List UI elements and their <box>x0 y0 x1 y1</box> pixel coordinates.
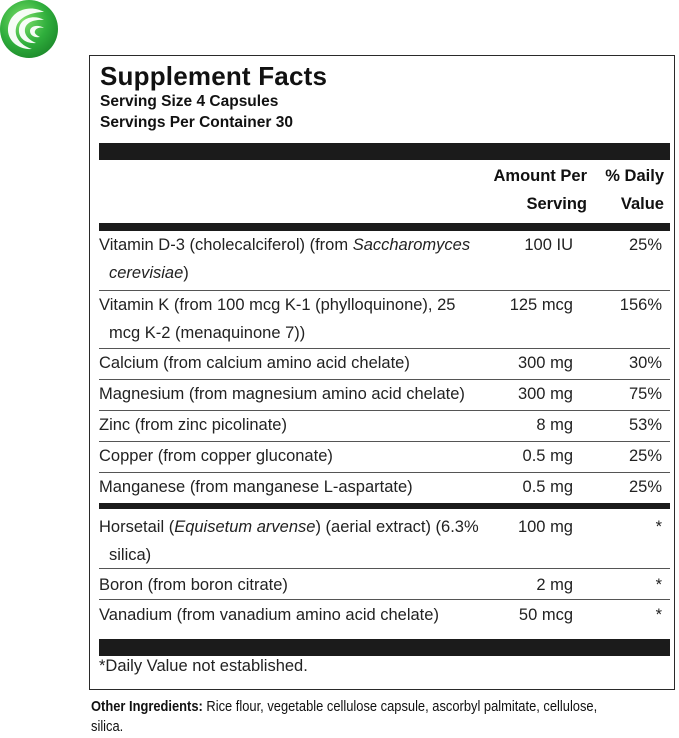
nutrient-amount: 0.5 mg <box>522 478 573 496</box>
other-ingredients <box>91 697 671 737</box>
table-row <box>99 600 670 631</box>
table-row <box>99 569 670 600</box>
nutrient-name-line2: silica) <box>109 546 152 564</box>
nutrient-name-text: Vitamin D-3 (cholecalciferol) (from <box>99 236 353 254</box>
panel-title: Supplement Facts <box>100 61 328 91</box>
nutrient-name <box>99 231 494 287</box>
nutrient-daily-value: 25% <box>628 236 662 254</box>
nutrient-name: Manganese (from manganese L-aspartate) <box>99 478 413 496</box>
nutrient-amount: 0.5 mg <box>522 447 573 465</box>
nutrient-name-text: Vitamin K (from 100 mcg K-1 (phylloquinone), 25 <box>99 296 456 314</box>
other-ingredients-text-line2: silica. <box>91 718 124 735</box>
thick-rule-bottom <box>99 639 670 656</box>
other-ingredients-text: Rice flour, vegetable cellulose capsule, ascorbyl palmitate, cellulose, <box>202 698 598 715</box>
nutrient-name-text: Horsetail ( <box>99 518 175 536</box>
nutrient-amount: 50 mcg <box>518 606 573 624</box>
nutrient-name-line2: mcg K-2 (menaquinone 7)) <box>109 324 306 342</box>
nutrient-daily-value: 25% <box>628 447 662 465</box>
table-row <box>99 291 670 349</box>
nutrient-amount: 8 mg <box>536 416 573 434</box>
footnote: *Daily Value not established. <box>99 657 308 675</box>
nutrient-daily-value: * <box>655 576 662 594</box>
amount-header-line1: Amount Per <box>493 167 587 185</box>
thick-rule-top <box>99 143 670 160</box>
nutrient-name <box>99 513 494 569</box>
nutrient-name-italic: Saccharomyces <box>352 236 471 254</box>
nutrient-name: Vanadium (from vanadium amino acid chelate) <box>99 606 439 624</box>
serving-size: Serving Size 4 Capsules <box>100 93 279 110</box>
nutrient-amount: 2 mg <box>536 576 573 594</box>
servings-per-container: Servings Per Container 30 <box>100 114 293 131</box>
nutrient-name-text: ) <box>183 264 189 282</box>
amount-header-line2: Serving <box>526 195 587 213</box>
nutrient-daily-value: 30% <box>628 354 662 372</box>
table-row <box>99 473 670 503</box>
table-row <box>99 231 670 291</box>
table-row <box>99 380 670 411</box>
nutrient-name-text: ) (aerial extract) (6.3% <box>315 518 479 536</box>
supplement-facts-panel <box>89 55 675 690</box>
nutrient-name: Boron (from boron citrate) <box>99 576 288 594</box>
table-row <box>99 511 670 569</box>
nutrient-daily-value: 156% <box>619 296 662 314</box>
nutrient-amount: 100 IU <box>524 236 573 254</box>
nutrient-name-line2 <box>99 259 494 287</box>
thick-rule-middle <box>99 503 670 509</box>
nutrient-name: Zinc (from zinc picolinate) <box>99 416 287 434</box>
table-row <box>99 349 670 380</box>
nutrient-name: Copper (from copper gluconate) <box>99 447 333 465</box>
dv-header-line2: Value <box>620 195 664 213</box>
other-ingredients-label: Other Ingredients: <box>91 698 203 715</box>
nutrient-name-italic: Equisetum arvense <box>174 518 316 536</box>
table-row <box>99 442 670 473</box>
nutrient-daily-value: 53% <box>628 416 662 434</box>
nutrient-name: Calcium (from calcium amino acid chelate) <box>99 354 410 372</box>
nutrient-daily-value: 25% <box>628 478 662 496</box>
nutrient-daily-value: 75% <box>628 385 662 403</box>
nutrient-name: Magnesium (from magnesium amino acid chelate) <box>99 385 465 403</box>
column-header-daily-value <box>605 162 664 218</box>
table-row <box>99 411 670 442</box>
nutrient-daily-value: * <box>655 606 662 624</box>
nutrient-amount: 100 mg <box>517 518 573 536</box>
dv-header-line1: % Daily <box>605 167 664 185</box>
nutrient-amount: 300 mg <box>517 354 573 372</box>
column-header-amount <box>493 162 587 218</box>
brand-logo-icon <box>0 0 60 60</box>
nutrient-name <box>99 291 494 347</box>
nutrient-amount: 125 mcg <box>509 296 573 314</box>
thick-rule-header <box>99 223 670 231</box>
nutrient-daily-value: * <box>655 518 662 536</box>
nutrient-amount: 300 mg <box>517 385 573 403</box>
nutrient-name-italic: cerevisiae <box>109 264 184 282</box>
